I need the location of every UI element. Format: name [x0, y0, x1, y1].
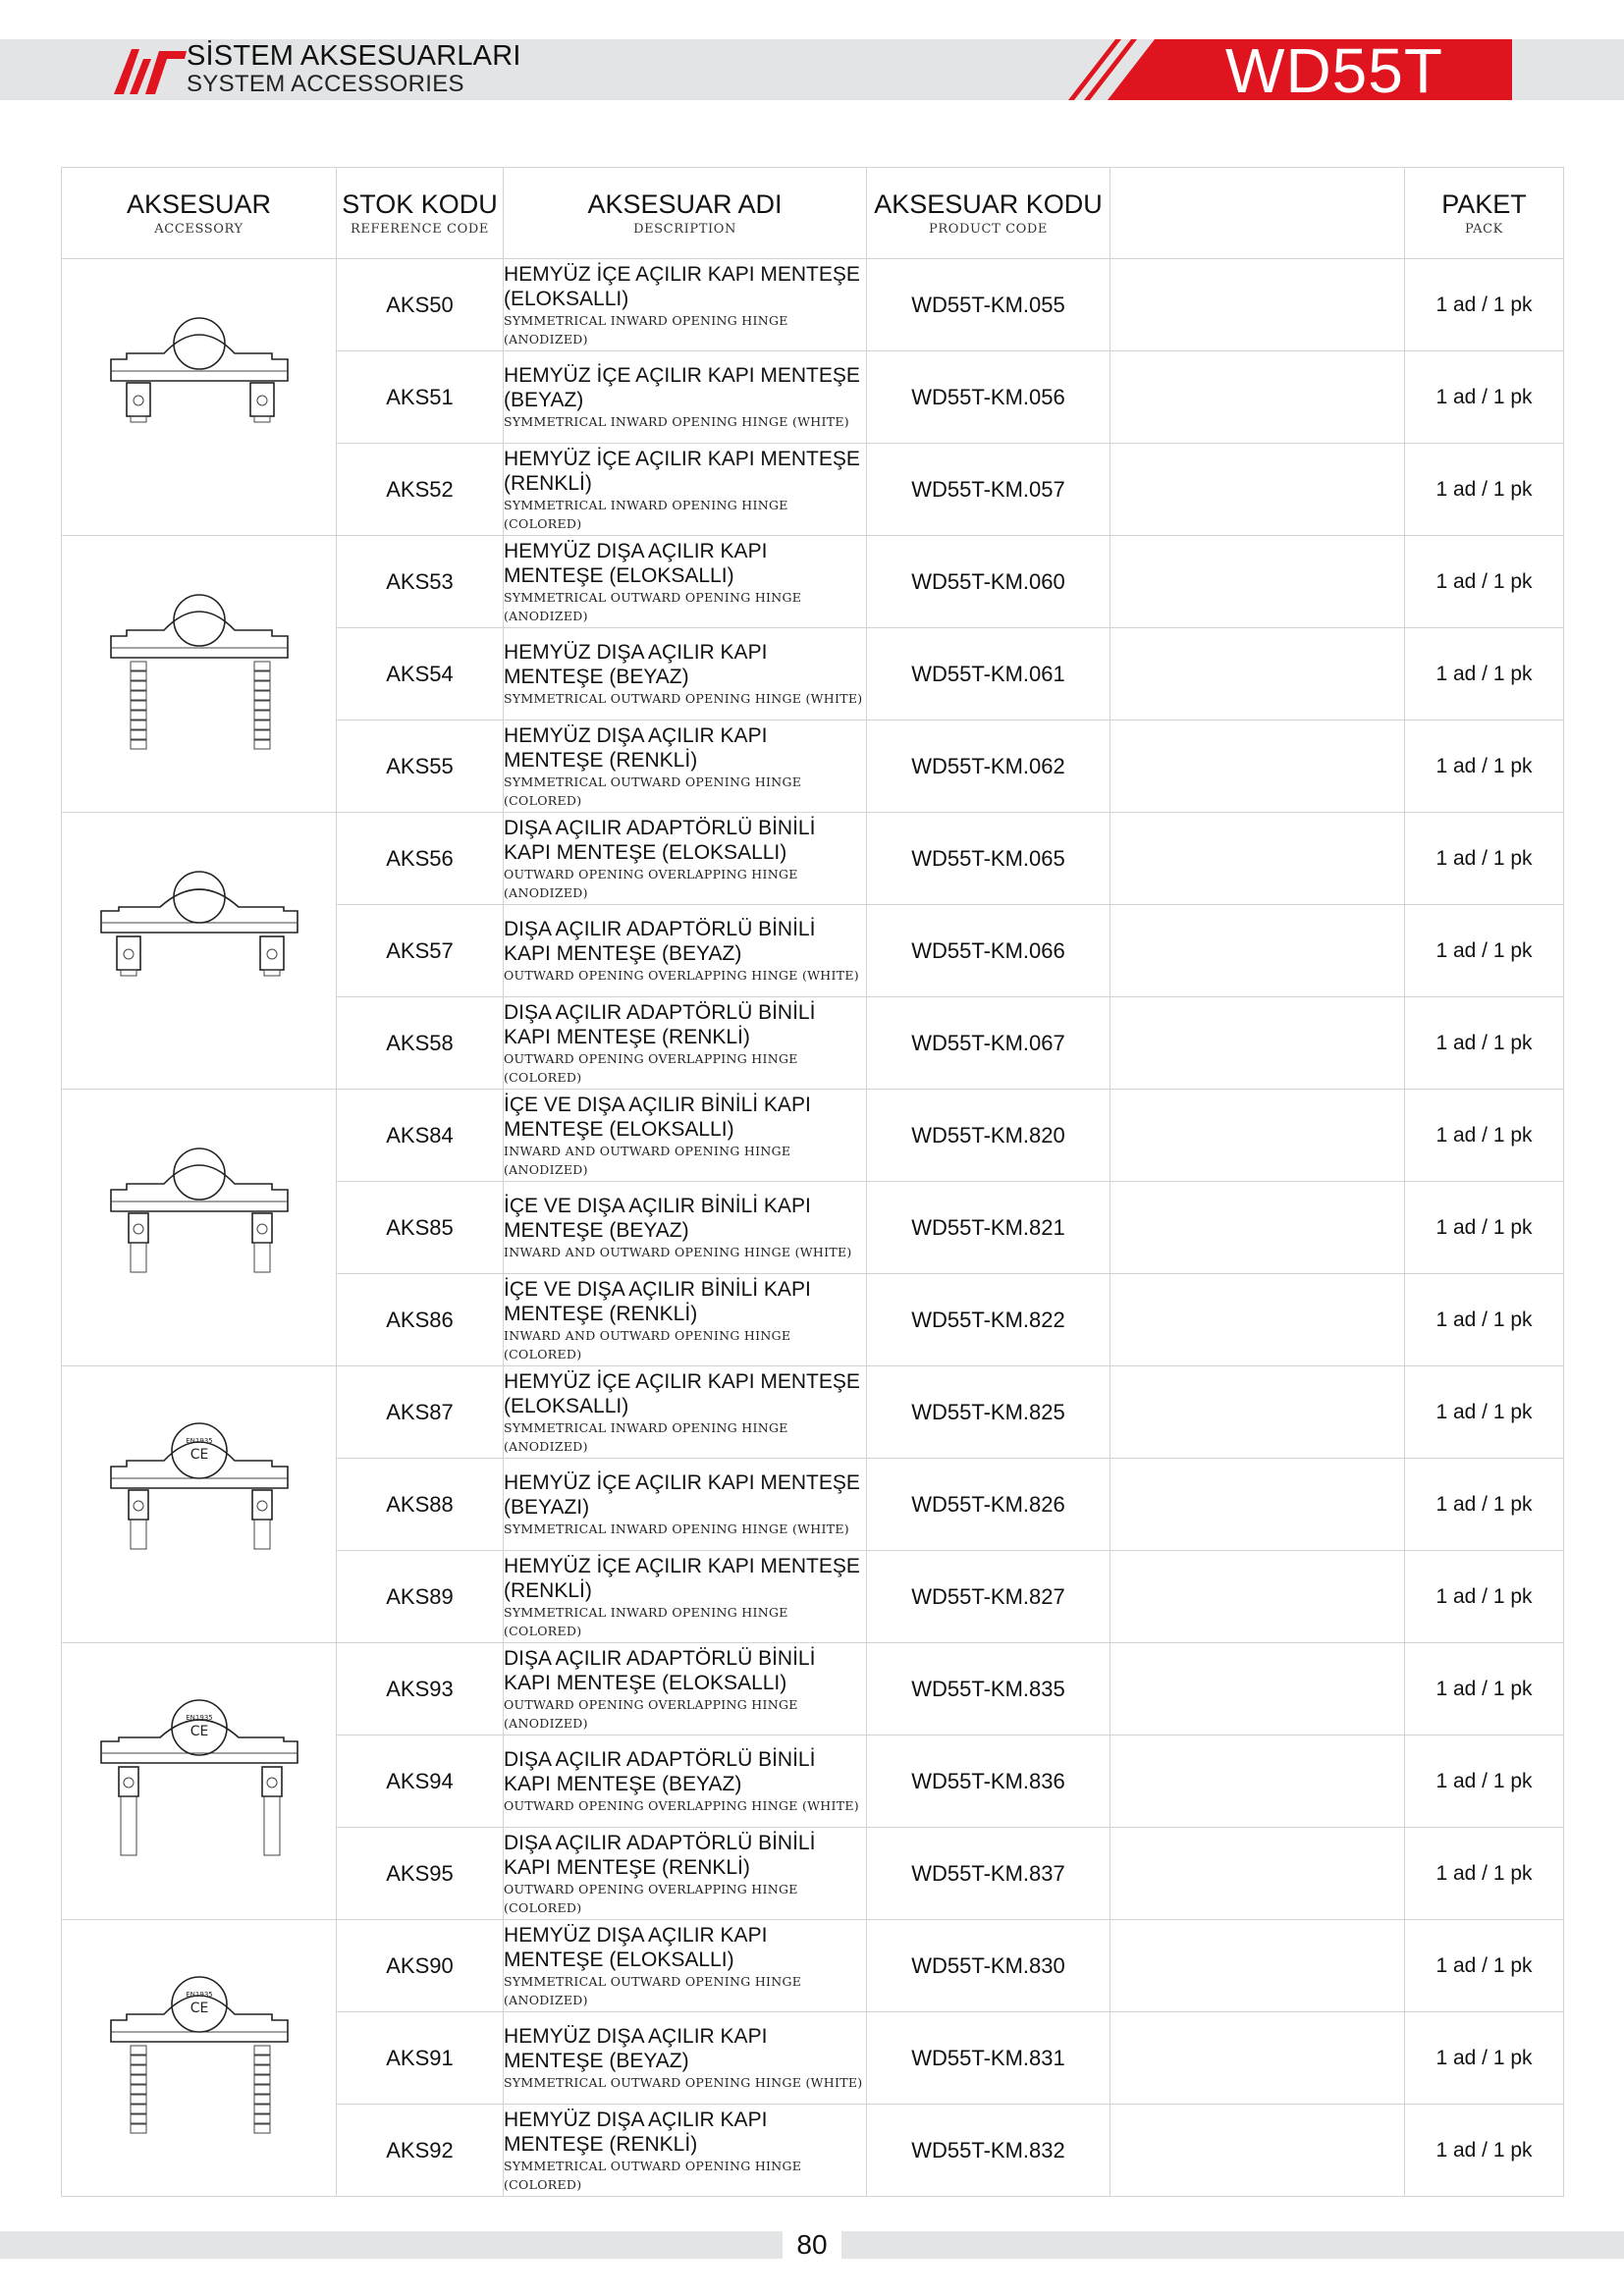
header-accessory-en: ACCESSORY	[154, 222, 244, 237]
description-tr: HEMYÜZ DIŞA AÇILIR KAPI MENTEŞE (RENKLİ)	[504, 723, 768, 772]
pack-quantity: 1 ad / 1 pk	[1405, 997, 1564, 1090]
stock-code: AKS94	[337, 1735, 504, 1828]
stock-code: AKS50	[337, 259, 504, 351]
pack-quantity: 1 ad / 1 pk	[1405, 1182, 1564, 1274]
blank-cell	[1110, 1551, 1405, 1643]
description	[504, 259, 867, 351]
description-tr: HEMYÜZ DIŞA AÇILIR KAPI MENTEŞE (ELOKSALLI)	[504, 1923, 768, 1971]
product-code: WD55T-KM.826	[867, 1459, 1110, 1551]
description	[504, 1274, 867, 1366]
header-product-code-tr: AKSESUAR KODU	[874, 189, 1103, 219]
description-tr: HEMYÜZ İÇE AÇILIR KAPI MENTEŞE (RENKLİ)	[504, 1554, 860, 1602]
blank-cell	[1110, 2105, 1405, 2197]
description	[504, 997, 867, 1090]
blank-cell	[1110, 259, 1405, 351]
description	[504, 1459, 867, 1551]
description-tr: DIŞA AÇILIR ADAPTÖRLÜ BİNİLİ KAPI MENTEŞE (ELOKSALLI)	[504, 1646, 816, 1694]
accessory-table	[61, 167, 1564, 2197]
description	[504, 2105, 867, 2197]
pack-quantity: 1 ad / 1 pk	[1405, 1459, 1564, 1551]
blank-cell	[1110, 351, 1405, 444]
description-tr: HEMYÜZ DIŞA AÇILIR KAPI MENTEŞE (BEYAZ)	[504, 641, 768, 688]
description-tr: HEMYÜZ İÇE AÇILIR KAPI MENTEŞE (BEYAZ)	[504, 364, 860, 411]
pack-quantity: 1 ad / 1 pk	[1405, 2012, 1564, 2105]
accessory-image	[62, 1643, 337, 1920]
symmetrical-outward-hinge-icon	[62, 573, 336, 774]
table-row	[62, 259, 1564, 351]
stock-code: AKS88	[337, 1459, 504, 1551]
product-code: WD55T-KM.827	[867, 1551, 1110, 1643]
description-en: SYMMETRICAL INWARD OPENING HINGE (COLORED)	[504, 497, 788, 531]
table-row	[62, 813, 1564, 905]
accessory-image	[62, 259, 337, 536]
description-tr: HEMYÜZ DIŞA AÇILIR KAPI MENTEŞE (RENKLİ)	[504, 2108, 768, 2156]
header-name-en: DESCRIPTION	[633, 222, 736, 237]
accessory-image	[62, 1090, 337, 1366]
pack-quantity: 1 ad / 1 pk	[1405, 1643, 1564, 1735]
product-code: WD55T-KM.055	[867, 259, 1110, 351]
description	[504, 1828, 867, 1920]
description-tr: HEMYÜZ DIŞA AÇILIR KAPI MENTEŞE (BEYAZ)	[504, 2025, 768, 2072]
header-pack	[1405, 168, 1564, 259]
product-code: WD55T-KM.061	[867, 628, 1110, 721]
stock-code: AKS85	[337, 1182, 504, 1274]
description	[504, 1643, 867, 1735]
description-en: SYMMETRICAL INWARD OPENING HINGE (WHITE)	[504, 414, 849, 429]
product-code: WD55T-KM.835	[867, 1643, 1110, 1735]
svg-text:EN1935: EN1935	[185, 1991, 213, 1999]
product-code: WD55T-KM.067	[867, 997, 1110, 1090]
pack-quantity: 1 ad / 1 pk	[1405, 905, 1564, 997]
blank-cell	[1110, 1920, 1405, 2012]
blank-cell	[1110, 997, 1405, 1090]
description	[504, 351, 867, 444]
description-en: SYMMETRICAL OUTWARD OPENING HINGE (ANODIZED)	[504, 589, 802, 623]
stock-code: AKS52	[337, 444, 504, 536]
blank-cell	[1110, 1643, 1405, 1735]
description-en: OUTWARD OPENING OVERLAPPING HINGE (COLORED)	[504, 1050, 798, 1085]
pack-quantity: 1 ad / 1 pk	[1405, 351, 1564, 444]
pack-quantity: 1 ad / 1 pk	[1405, 2105, 1564, 2197]
header-name-tr: AKSESUAR ADI	[587, 189, 783, 219]
description-en: SYMMETRICAL INWARD OPENING HINGE (ANODIZED)	[504, 1419, 788, 1454]
pack-quantity: 1 ad / 1 pk	[1405, 1920, 1564, 2012]
product-code: WD55T-KM.821	[867, 1182, 1110, 1274]
page-number: 80	[783, 2224, 841, 2266]
description	[504, 1551, 867, 1643]
outward-overlapping-hinge-icon	[62, 850, 336, 1051]
description	[504, 813, 867, 905]
stock-code: AKS90	[337, 1920, 504, 2012]
pack-quantity: 1 ad / 1 pk	[1405, 1366, 1564, 1459]
header-title-en: SYSTEM ACCESSORIES	[187, 71, 464, 97]
description	[504, 536, 867, 628]
header-blank	[1110, 168, 1405, 259]
blank-cell	[1110, 1366, 1405, 1459]
description-en: OUTWARD OPENING OVERLAPPING HINGE (ANODIZED)	[504, 866, 798, 900]
blank-cell	[1110, 536, 1405, 628]
description-en: SYMMETRICAL OUTWARD OPENING HINGE (WHITE)	[504, 691, 863, 706]
outward-overlapping-hinge-ce-icon	[62, 1681, 336, 1882]
stock-code: AKS93	[337, 1643, 504, 1735]
symmetrical-inward-hinge-ce-icon	[62, 1404, 336, 1605]
description-tr: HEMYÜZ İÇE AÇILIR KAPI MENTEŞE (ELOKSALLI)	[504, 262, 860, 310]
svg-text:EN1935: EN1935	[185, 1437, 213, 1445]
stock-code: AKS57	[337, 905, 504, 997]
pack-quantity: 1 ad / 1 pk	[1405, 1551, 1564, 1643]
company-logo-icon	[110, 39, 189, 100]
description	[504, 1366, 867, 1459]
description-en: OUTWARD OPENING OVERLAPPING HINGE (COLORED)	[504, 1881, 798, 1915]
pack-quantity: 1 ad / 1 pk	[1405, 813, 1564, 905]
description	[504, 721, 867, 813]
description-en: SYMMETRICAL INWARD OPENING HINGE (ANODIZED)	[504, 312, 788, 347]
description-en: OUTWARD OPENING OVERLAPPING HINGE (ANODIZED)	[504, 1696, 798, 1731]
product-code: WD55T-KM.822	[867, 1274, 1110, 1366]
pack-quantity: 1 ad / 1 pk	[1405, 628, 1564, 721]
stock-code: AKS86	[337, 1274, 504, 1366]
accessory-image	[62, 1366, 337, 1643]
stock-code: AKS89	[337, 1551, 504, 1643]
description-tr: HEMYÜZ İÇE AÇILIR KAPI MENTEŞE (RENKLİ)	[504, 447, 860, 495]
description	[504, 1182, 867, 1274]
description	[504, 905, 867, 997]
description-tr: İÇE VE DIŞA AÇILIR BİNİLİ KAPI MENTEŞE (BEYAZ)	[504, 1195, 811, 1242]
stock-code: AKS87	[337, 1366, 504, 1459]
blank-cell	[1110, 444, 1405, 536]
pack-quantity: 1 ad / 1 pk	[1405, 1090, 1564, 1182]
header-stock-code-tr: STOK KODU	[342, 189, 498, 219]
description-tr: DIŞA AÇILIR ADAPTÖRLÜ BİNİLİ KAPI MENTEŞE (BEYAZ)	[504, 918, 816, 965]
svg-text:CE: CE	[189, 1724, 208, 1739]
blank-cell	[1110, 628, 1405, 721]
pack-quantity: 1 ad / 1 pk	[1405, 1274, 1564, 1366]
description	[504, 628, 867, 721]
description-tr: DIŞA AÇILIR ADAPTÖRLÜ BİNİLİ KAPI MENTEŞE (ELOKSALLI)	[504, 816, 816, 864]
header-name	[504, 168, 867, 259]
accessory-image	[62, 1920, 337, 2197]
product-code: WD55T-KM.825	[867, 1366, 1110, 1459]
svg-text:CE: CE	[189, 2001, 208, 2016]
product-code: WD55T-KM.065	[867, 813, 1110, 905]
table-row	[62, 1090, 1564, 1182]
description-tr: DIŞA AÇILIR ADAPTÖRLÜ BİNİLİ KAPI MENTEŞE (RENKLİ)	[504, 1000, 816, 1048]
symmetrical-inward-hinge-icon	[62, 296, 336, 498]
stock-code: AKS54	[337, 628, 504, 721]
description-en: INWARD AND OUTWARD OPENING HINGE (ANODIZED)	[504, 1143, 791, 1177]
accessory-image	[62, 536, 337, 813]
blank-cell	[1110, 1182, 1405, 1274]
product-code: WD55T-KM.832	[867, 2105, 1110, 2197]
blank-cell	[1110, 1090, 1405, 1182]
product-code: WD55T-KM.837	[867, 1828, 1110, 1920]
header-accessory-tr: AKSESUAR	[126, 189, 272, 219]
product-code: WD55T-KM.830	[867, 1920, 1110, 2012]
blank-cell	[1110, 1828, 1405, 1920]
table-header-row	[62, 168, 1564, 259]
description-tr: İÇE VE DIŞA AÇILIR BİNİLİ KAPI MENTEŞE (RENKLİ)	[504, 1277, 811, 1325]
description	[504, 1090, 867, 1182]
stock-code: AKS92	[337, 2105, 504, 2197]
product-code: WD55T-KM.057	[867, 444, 1110, 536]
stock-code: AKS95	[337, 1828, 504, 1920]
stock-code: AKS53	[337, 536, 504, 628]
description	[504, 1735, 867, 1828]
product-code: WD55T-KM.831	[867, 2012, 1110, 2105]
blank-cell	[1110, 721, 1405, 813]
description-en: SYMMETRICAL OUTWARD OPENING HINGE (COLORED)	[504, 774, 802, 808]
description-tr: HEMYÜZ DIŞA AÇILIR KAPI MENTEŞE (ELOKSALLI)	[504, 539, 768, 587]
stock-code: AKS51	[337, 351, 504, 444]
inward-outward-hinge-icon	[62, 1127, 336, 1328]
description-en: SYMMETRICAL OUTWARD OPENING HINGE (COLORED)	[504, 2158, 802, 2192]
stock-code: AKS56	[337, 813, 504, 905]
product-code: WD55T-KM.062	[867, 721, 1110, 813]
product-code: WD55T-KM.066	[867, 905, 1110, 997]
table-row	[62, 536, 1564, 628]
blank-cell	[1110, 1459, 1405, 1551]
description-en: SYMMETRICAL OUTWARD OPENING HINGE (ANODIZED)	[504, 1973, 802, 2007]
svg-text:EN1935: EN1935	[185, 1714, 213, 1722]
description-tr: HEMYÜZ İÇE AÇILIR KAPI MENTEŞE (BEYAZI)	[504, 1471, 860, 1519]
description	[504, 444, 867, 536]
description-en: SYMMETRICAL OUTWARD OPENING HINGE (WHITE)	[504, 2075, 863, 2090]
blank-cell	[1110, 813, 1405, 905]
accessory-image	[62, 813, 337, 1090]
stock-code: AKS55	[337, 721, 504, 813]
stock-code: AKS58	[337, 997, 504, 1090]
description-tr: DIŞA AÇILIR ADAPTÖRLÜ BİNİLİ KAPI MENTEŞE (RENKLİ)	[504, 1831, 816, 1879]
blank-cell	[1110, 1735, 1405, 1828]
header-stock-code	[337, 168, 504, 259]
stock-code: AKS84	[337, 1090, 504, 1182]
description-en: OUTWARD OPENING OVERLAPPING HINGE (WHITE)	[504, 968, 859, 983]
pack-quantity: 1 ad / 1 pk	[1405, 536, 1564, 628]
product-code: WD55T-KM.836	[867, 1735, 1110, 1828]
svg-text:CE: CE	[189, 1447, 208, 1463]
description-en: OUTWARD OPENING OVERLAPPING HINGE (WHITE)	[504, 1798, 859, 1813]
description-en: INWARD AND OUTWARD OPENING HINGE (WHITE)	[504, 1245, 852, 1259]
header-product-code-en: PRODUCT CODE	[928, 222, 1049, 237]
header-product-code	[867, 168, 1110, 259]
model-name: WD55T	[1225, 35, 1443, 106]
header-title-tr: SİSTEM AKSESUARLARI	[187, 40, 521, 72]
pack-quantity: 1 ad / 1 pk	[1405, 444, 1564, 536]
header-pack-tr: PAKET	[1441, 189, 1527, 219]
description-en: INWARD AND OUTWARD OPENING HINGE (COLORED)	[504, 1327, 791, 1362]
blank-cell	[1110, 905, 1405, 997]
stock-code: AKS91	[337, 2012, 504, 2105]
pack-quantity: 1 ad / 1 pk	[1405, 259, 1564, 351]
symmetrical-outward-hinge-ce-icon	[62, 1957, 336, 2159]
table-row	[62, 1920, 1564, 2012]
header-stock-code-en: REFERENCE CODE	[351, 222, 489, 237]
pack-quantity: 1 ad / 1 pk	[1405, 1828, 1564, 1920]
description	[504, 2012, 867, 2105]
product-code: WD55T-KM.056	[867, 351, 1110, 444]
product-code: WD55T-KM.820	[867, 1090, 1110, 1182]
header-accessory	[62, 168, 337, 259]
description-tr: HEMYÜZ İÇE AÇILIR KAPI MENTEŞE (ELOKSALLI)	[504, 1369, 860, 1417]
pack-quantity: 1 ad / 1 pk	[1405, 721, 1564, 813]
blank-cell	[1110, 1274, 1405, 1366]
description-en: SYMMETRICAL INWARD OPENING HINGE (COLORED)	[504, 1604, 788, 1638]
description-tr: İÇE VE DIŞA AÇILIR BİNİLİ KAPI MENTEŞE (ELOKSALLI)	[504, 1093, 811, 1141]
table-row	[62, 1366, 1564, 1459]
table-row	[62, 1643, 1564, 1735]
product-code: WD55T-KM.060	[867, 536, 1110, 628]
description-en: SYMMETRICAL INWARD OPENING HINGE (WHITE)	[504, 1522, 849, 1536]
description-tr: DIŞA AÇILIR ADAPTÖRLÜ BİNİLİ KAPI MENTEŞE (BEYAZ)	[504, 1748, 816, 1795]
header-pack-en: PACK	[1464, 222, 1503, 237]
description	[504, 1920, 867, 2012]
pack-quantity: 1 ad / 1 pk	[1405, 1735, 1564, 1828]
blank-cell	[1110, 2012, 1405, 2105]
